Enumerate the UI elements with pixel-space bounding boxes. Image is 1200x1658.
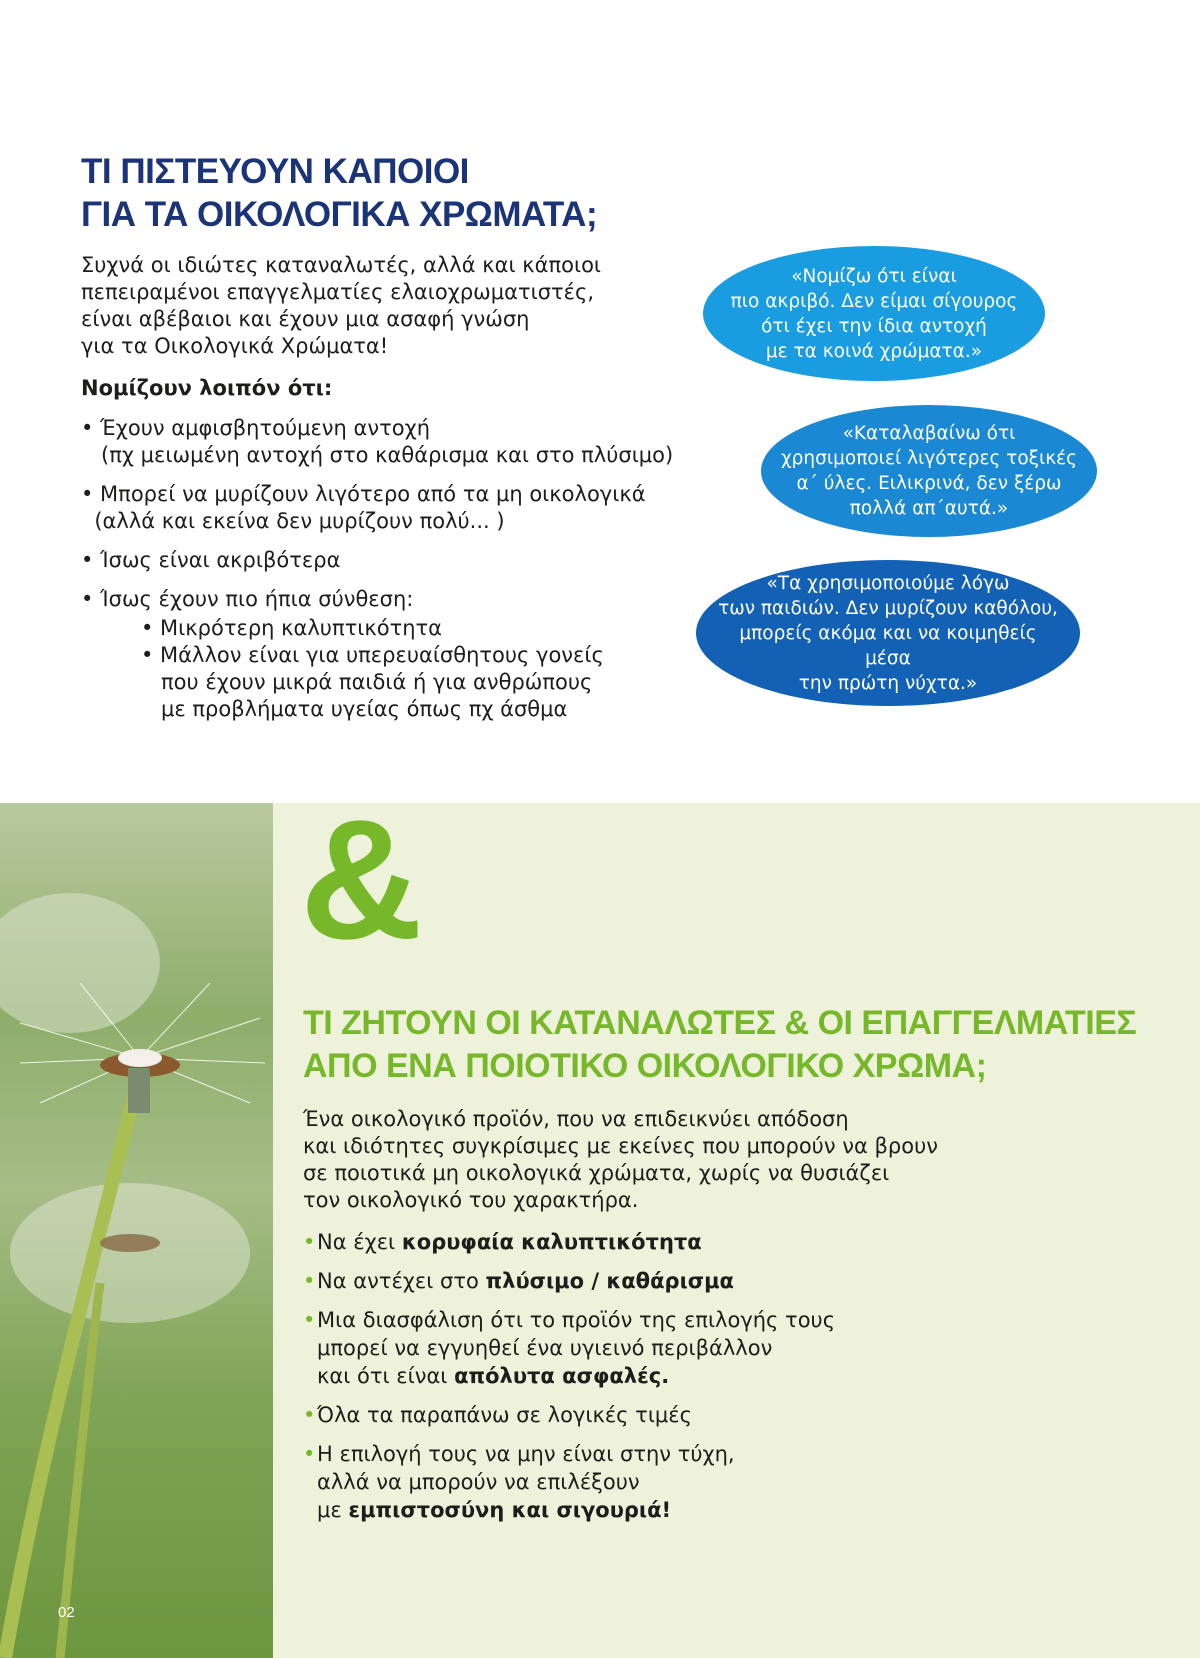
list-text: • Μικρότερη καλυπτικότητα [141,616,443,640]
para-line: τον οικολογικό του χαρακτήρα. [303,1188,639,1212]
list-text: και ότι είναι [317,1364,455,1388]
intro-line: είναι αβέβαιοι και έχουν μια ασαφή γνώση [81,307,530,331]
quote-line: πολλά απ΄αυτά.» [849,498,1009,519]
list-item [81,481,673,535]
intro-line: για τα Οικολογικά Χρώματα! [81,334,389,358]
quote-line: ότι έχει την ίδια αντοχή [761,315,987,337]
list-emphasis: απόλυτα ασφαλές. [454,1364,670,1388]
para-line: και ιδιότητες συγκρίσιμες με εκείνες που μπορούν να βρουν [303,1134,938,1158]
list-text: που έχουν μικρά παιδιά ή για ανθρώπους [141,670,593,694]
quote-bubble [761,405,1097,537]
list-text: • Μπορεί να μυρίζουν λιγότερο από τα μη οικολογικά [81,482,646,506]
intro-paragraph [81,252,721,360]
list-text: με [317,1498,349,1522]
list-text: μπορεί να εγγυηθεί ένα υγιεινό περιβάλλον [317,1336,773,1360]
quote-line: «Νομίζω ότι είναι [791,265,957,287]
list-item [81,415,673,469]
quote-bubble [703,246,1045,381]
page-number: 02 [58,1604,75,1621]
sub-list [141,615,673,723]
bullet-icon: • [303,1230,316,1254]
quote-line: «Τα χρησιμοποιούμε λόγω [766,572,1010,594]
bullet-icon: • [303,1403,316,1427]
list-text: (πχ μειωμένη αντοχή στο καθάρισμα και στο πλύσιμο) [81,443,674,467]
beliefs-list [81,415,673,723]
bullet-icon: • [303,1269,316,1293]
quote-line: «Καταλαβαίνω ότι [842,423,1016,444]
intro-line: Συχνά οι ιδιώτες καταναλωτές, αλλά και κάποιοι [81,253,602,277]
title-line: ΤΙ ΖΗΤΟΥΝ ΟΙ ΚΑΤΑΝΑΛΩΤΕΣ & ΟΙ ΕΠΑΓΓΕΛΜΑΤΙΕΣ [303,1004,1137,1042]
list-text: • Ίσως είναι ακριβότερα [81,548,341,572]
quote-line: χρησιμοποιεί λιγότερες τοξικές [781,448,1077,469]
title-line: ΓΙΑ ΤΑ ΟΙΚΟΛΟΓΙΚΑ ΧΡΩΜΑΤΑ; [81,195,598,234]
list-text: • Έχουν αμφισβητούμενη αντοχή [81,416,431,440]
list-text: • Ίσως έχουν πιο ήπια σύνθεση: [81,587,414,611]
list-item [303,1228,835,1256]
title-line: ΑΠΟ ΕΝΑ ΠΟΙΟΤΙΚΟ ΟΙΚΟΛΟΓΙΚΟ ΧΡΩΜΑ; [303,1047,987,1085]
list-text: Όλα τα παραπάνω σε λογικές τιμές [317,1403,692,1427]
para-line: σε ποιοτικά μη οικολογικά χρώματα, χωρίς να θυσιάζει [303,1161,890,1185]
section-title [303,1002,1136,1088]
quote-line: την πρώτη νύχτα.» [798,672,978,694]
quote-line: των παιδιών. Δεν μυρίζουν καθόλου, [718,597,1058,619]
list-text: Η επιλογή τους να μην είναι στην τύχη, [317,1442,735,1466]
list-text: (αλλά και εκείνα δεν μυρίζουν πολύ... ) [81,509,505,533]
list-text: με προβλήματα υγείας όπως πχ άσθμα [141,697,568,721]
quote-line: μπορείς ακόμα και να κοιμηθείς μέσα [739,622,1037,669]
list-item [81,547,673,574]
list-text: Να αντέχει στο [317,1269,486,1293]
list-text: αλλά να μπορούν να επιλέξουν [317,1470,640,1494]
quote-line: πιο ακριβό. Δεν είμαι σίγουρος [730,290,1018,312]
para-line: Ένα οικολογικό προϊόν, που να επιδεικνύει απόδοση [303,1107,849,1131]
list-text: Να έχει [317,1230,402,1254]
requirements-list [303,1228,835,1535]
list-emphasis: πλύσιμο / καθάρισμα [485,1269,734,1293]
dandelion-image [0,803,273,1658]
dandelion-photo [0,803,273,1658]
quote-bubble [696,560,1080,706]
title-line: ΤΙ ΠΙΣΤΕΥΟΥΝ ΚΑΠΟΙΟΙ [81,152,469,191]
quote-line: με τα κοινά χρώματα.» [765,340,983,362]
list-text: • Μάλλον είναι για υπερευαίσθητους γονείς [141,643,604,667]
list-text: Μια διασφάλιση ότι το προϊόν της επιλογής τους [317,1308,836,1332]
bullet-icon: • [303,1308,316,1332]
subheading: Νομίζουν λοιπόν ότι: [81,376,333,400]
page-title [81,150,597,236]
bullet-icon: • [303,1442,316,1466]
ampersand-graphic: & [300,785,423,975]
list-emphasis: κορυφαία καλυπτικότητα [401,1230,702,1254]
quote-line: α΄ ύλες. Ειλικρινά, δεν ξέρω [796,473,1062,494]
list-item [303,1401,835,1429]
list-item [81,586,673,723]
list-item [303,1267,835,1295]
list-item [303,1306,835,1390]
intro-line: πεπειραμένοι επαγγελματίες ελαιοχρωματιστές, [81,280,594,304]
list-emphasis: εμπιστοσύνη και σιγουριά! [348,1498,672,1522]
section-paragraph [303,1106,1063,1214]
list-item [303,1440,835,1524]
